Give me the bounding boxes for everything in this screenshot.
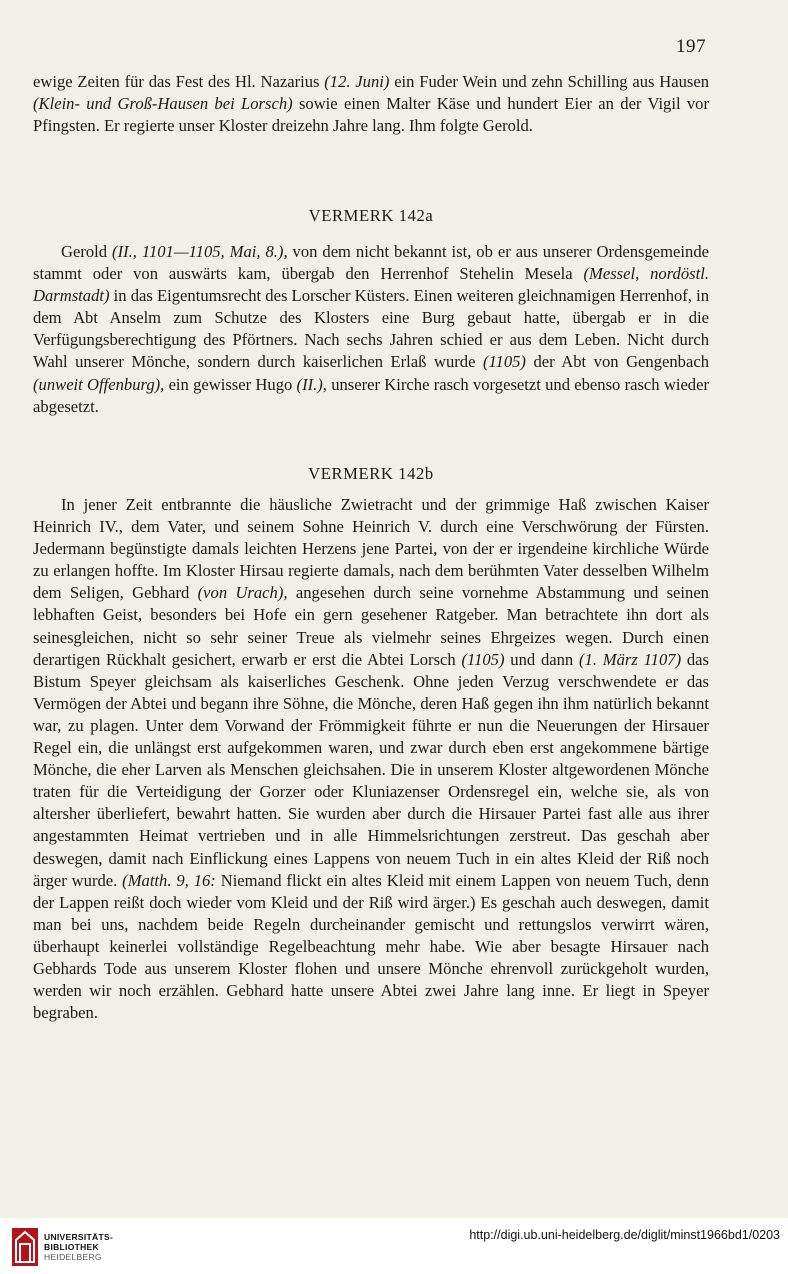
v142a-text-1: Gerold xyxy=(61,242,113,261)
library-name-line-2: BIBLIOTHEK xyxy=(44,1242,99,1252)
vermerk-142a-paragraph xyxy=(33,241,709,418)
v142a-text-2: von dem nicht bekannt ist, ob er aus unserer Ordensgemeinde stammt oder von auswärts kam, übergab den Herrenhof Stehelin Mesela xyxy=(33,242,709,284)
v142a-italic-1: (II., 1101—1105, Mai, 8.), xyxy=(112,242,288,261)
intro-text-3: sowie einen Malter Käse und hundert Eier an der Vigil vor Pfingsten. Er regierte unser Kloster dreizehn Jahre lang. Ihm folgte Gerold. xyxy=(33,94,709,136)
v142a-italic-5: (II.), xyxy=(296,374,327,394)
v142b-text-3: und dann xyxy=(504,649,580,669)
v142a-italic-3: (1105) xyxy=(482,352,526,372)
intro-text-2: ein Fuder Wein und zehn Schilling aus Hausen xyxy=(389,72,709,91)
v142b-text-4: das Bistum Speyer gleichsam als kaiserliches Geschenk. Ohne jeden Verzug verschwendete er das Vermögen der Abtei und begann ihre Söhne, die Mönche, deren Haß gegen ihn ihm natürlich bekannt war, zu plagen. Unter dem Vorwand der Frömmigkeit führte er nun die Neuerungen der Hirsauer Regel ein, die unlängst erst aufgekommen waren, und zwar durch eben erst angekommene bärtige Mönche, die eher Larven als Menschen gleichsahen. Die in unserem Kloster altgewordenen Mönche traten für die Verteidigung der Gorzer oder Kluniazenser Ordensregel ein, welche sie, als von altersher überliefert, bewahrt hatten. Sie wurden aber durch die Hirsauer Partei fast alle aus ihrer angestammten Heimat vertrieben und in alle Himmelsrichtungen zerstreut. Das geschah aber deswegen, damit nach Einflickung eines Lappens von neuem Tuch in ein altes Kleid der Riß noch ärger wurde. xyxy=(33,649,709,890)
v142a-italic-4: (unweit Offenburg), xyxy=(33,374,165,394)
library-name xyxy=(44,1232,113,1262)
v142b-italic-3: (1. März 1107) xyxy=(579,649,682,669)
v142a-text-5: ein gewisser Hugo xyxy=(164,374,297,394)
library-name-line-3: HEIDELBERG xyxy=(44,1252,102,1262)
source-url-link[interactable]: http://digi.ub.uni-heidelberg.de/diglit/minst1966bd1/0203 xyxy=(469,1228,780,1242)
intro-text-1: ewige Zeiten für das Fest des Hl. Nazarius xyxy=(33,72,325,91)
vermerk-142b-paragraph xyxy=(33,494,709,1024)
heading-vermerk-142a: VERMERK 142a xyxy=(308,206,434,225)
heading-vermerk-142b: VERMERK 142b xyxy=(308,464,434,483)
intro-place-italic: (Klein- und Groß-Hausen bei Lorsch) xyxy=(33,94,293,114)
library-footer xyxy=(0,1218,788,1274)
v142a-text-3: in das Eigentumsrecht des Lorscher Küsters. Einen weiteren gleichnamigen Herrenhof, in dem Abt Anselm zum Schutze des Klosters eine Burg gebaut hatte, übergab er in die Verfügungsberechtigung des Pförtners. Nach sechs Jahren schied er aus dem Leben. Nicht durch Wahl unserer Mönche, sondern durch kaiserlichen Erlaß wurde xyxy=(33,286,710,372)
v142b-italic-1: (von Urach), xyxy=(197,583,288,603)
v142a-text-6: unserer Kirche rasch vorgesetzt und ebenso rasch wieder abgesetzt. xyxy=(33,374,709,416)
v142b-text-2: angesehen durch seine vornehme Abstammung und seinen lebhaften Geist, besonders bei Hofe ein gern gesehener Ratgeber. Man betrachtete ihn dort als seinesgleichen, nicht so sehr seiner Treue als vielmehr seines Ehrgeizes wegen. Durch einen derartigen Rückhalt gesichert, erwarb er erst die Abtei Lorsch xyxy=(33,583,709,669)
v142b-italic-2: (1105) xyxy=(461,649,505,669)
v142b-text-5: Niemand flickt ein altes Kleid mit einem Lappen von neuem Tuch, denn der Lappen reißt doch wieder vom Kleid und der Riß wird ärger.) Es geschah auch deswegen, damit man bei uns, nachdem beide Regeln durcheinander gemischt und rettungslos verwirrt wären, überhaupt keinerlei vollständige Regelbeachtung mehr habe. Wie aber besagte Hirsauer nach Gebhards Tode aus unserem Kloster flohen und unsere Mönche ehrenvoll zurückgeholt wurden, werden wir noch erzählen. Gebhard hatte unsere Abtei zwei Jahre lang inne. Er liegt in Speyer begraben. xyxy=(33,870,709,1023)
v142b-text-1: In jener Zeit entbrannte die häusliche Zwietracht und der grimmige Haß zwischen Kaiser Heinrich IV., dem Vater, und seinem Sohne Heinrich V. durch eine Verschwörung der Fürsten. Jedermann begünstigte damals leichten Herzens jene Partei, von der er irgendeine kirchliche Würde zu erlangen hoffte. Im Kloster Hirsau regierte damals, nach dem berühmten Vater desselben Wilhelm dem Seligen, Gebhard xyxy=(33,495,709,603)
intro-date-italic: (12. Juni) xyxy=(324,72,390,91)
library-name-line-1: UNIVERSITÄTS- xyxy=(44,1232,114,1242)
intro-paragraph xyxy=(33,71,709,137)
university-library-logo-icon xyxy=(12,1228,38,1266)
page-number: 197 xyxy=(676,36,706,57)
v142b-italic-4: (Matth. 9, 16: xyxy=(122,870,216,890)
v142a-text-4: der Abt von Gengenbach xyxy=(525,352,709,372)
v142a-italic-2: (Messel, nordöstl. Darmstadt) xyxy=(33,264,709,306)
